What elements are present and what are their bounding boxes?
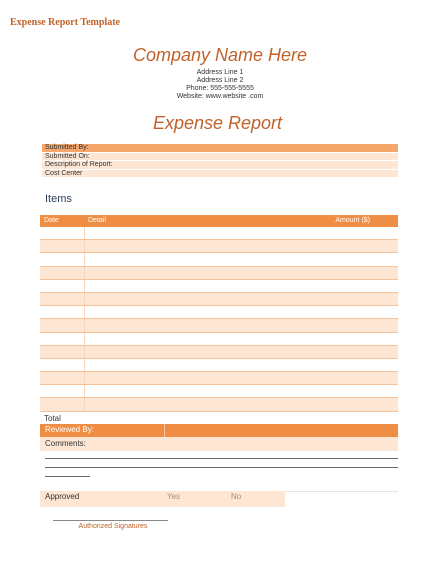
cost-center-field[interactable]: Cost Center bbox=[42, 170, 398, 179]
divider bbox=[285, 491, 398, 492]
table-row[interactable] bbox=[40, 319, 398, 332]
table-row[interactable] bbox=[40, 359, 398, 372]
address-line-1: Address Line 1 bbox=[196, 69, 244, 76]
comments-label: Comments: bbox=[40, 437, 398, 451]
submission-info bbox=[42, 144, 398, 178]
approval-row bbox=[40, 491, 285, 507]
document-title: Expense Report Template bbox=[10, 17, 120, 28]
phone-line: Phone: 555-555-5555 bbox=[186, 85, 254, 92]
column-amount: Amount ($) bbox=[335, 217, 370, 224]
reviewed-by-label: Reviewed By: bbox=[45, 425, 94, 434]
approved-yes-option[interactable]: Yes bbox=[167, 492, 181, 501]
table-row[interactable] bbox=[40, 227, 398, 240]
column-date: Date bbox=[44, 217, 59, 224]
review-section bbox=[40, 424, 398, 477]
website-line: Website: www.website .com bbox=[176, 93, 264, 100]
table-row[interactable] bbox=[40, 398, 398, 411]
table-row[interactable] bbox=[40, 385, 398, 398]
table-row[interactable] bbox=[40, 333, 398, 346]
items-table bbox=[40, 215, 398, 427]
table-row[interactable] bbox=[40, 267, 398, 280]
approved-no-option[interactable]: No bbox=[231, 492, 242, 501]
items-heading: Items bbox=[45, 193, 72, 205]
items-header-row bbox=[40, 215, 398, 227]
total-row: Total bbox=[40, 412, 398, 427]
table-row[interactable] bbox=[40, 372, 398, 385]
submitted-by-field[interactable]: Submitted By: bbox=[42, 144, 398, 153]
comment-line bbox=[45, 476, 90, 477]
table-row[interactable] bbox=[40, 293, 398, 306]
table-row[interactable] bbox=[40, 253, 398, 266]
table-row[interactable] bbox=[40, 306, 398, 319]
column-detail: Detail bbox=[88, 217, 106, 224]
approved-label: Approved bbox=[45, 492, 80, 501]
address-line-2: Address Line 2 bbox=[196, 77, 244, 84]
submitted-on-field[interactable]: Submitted On: bbox=[42, 153, 398, 162]
table-row[interactable] bbox=[40, 280, 398, 293]
description-field[interactable]: Description of Report: bbox=[42, 161, 398, 170]
comment-line bbox=[45, 458, 398, 459]
signature-label: Authorized Signatures bbox=[78, 523, 148, 530]
comments-area[interactable] bbox=[40, 451, 398, 477]
table-row[interactable] bbox=[40, 240, 398, 253]
table-row[interactable] bbox=[40, 346, 398, 359]
signature-line[interactable] bbox=[53, 520, 168, 521]
comment-line bbox=[45, 467, 398, 468]
reviewed-by-field[interactable] bbox=[40, 424, 398, 437]
company-name: Company Name Here bbox=[132, 45, 308, 65]
report-title: Expense Report bbox=[152, 113, 283, 133]
